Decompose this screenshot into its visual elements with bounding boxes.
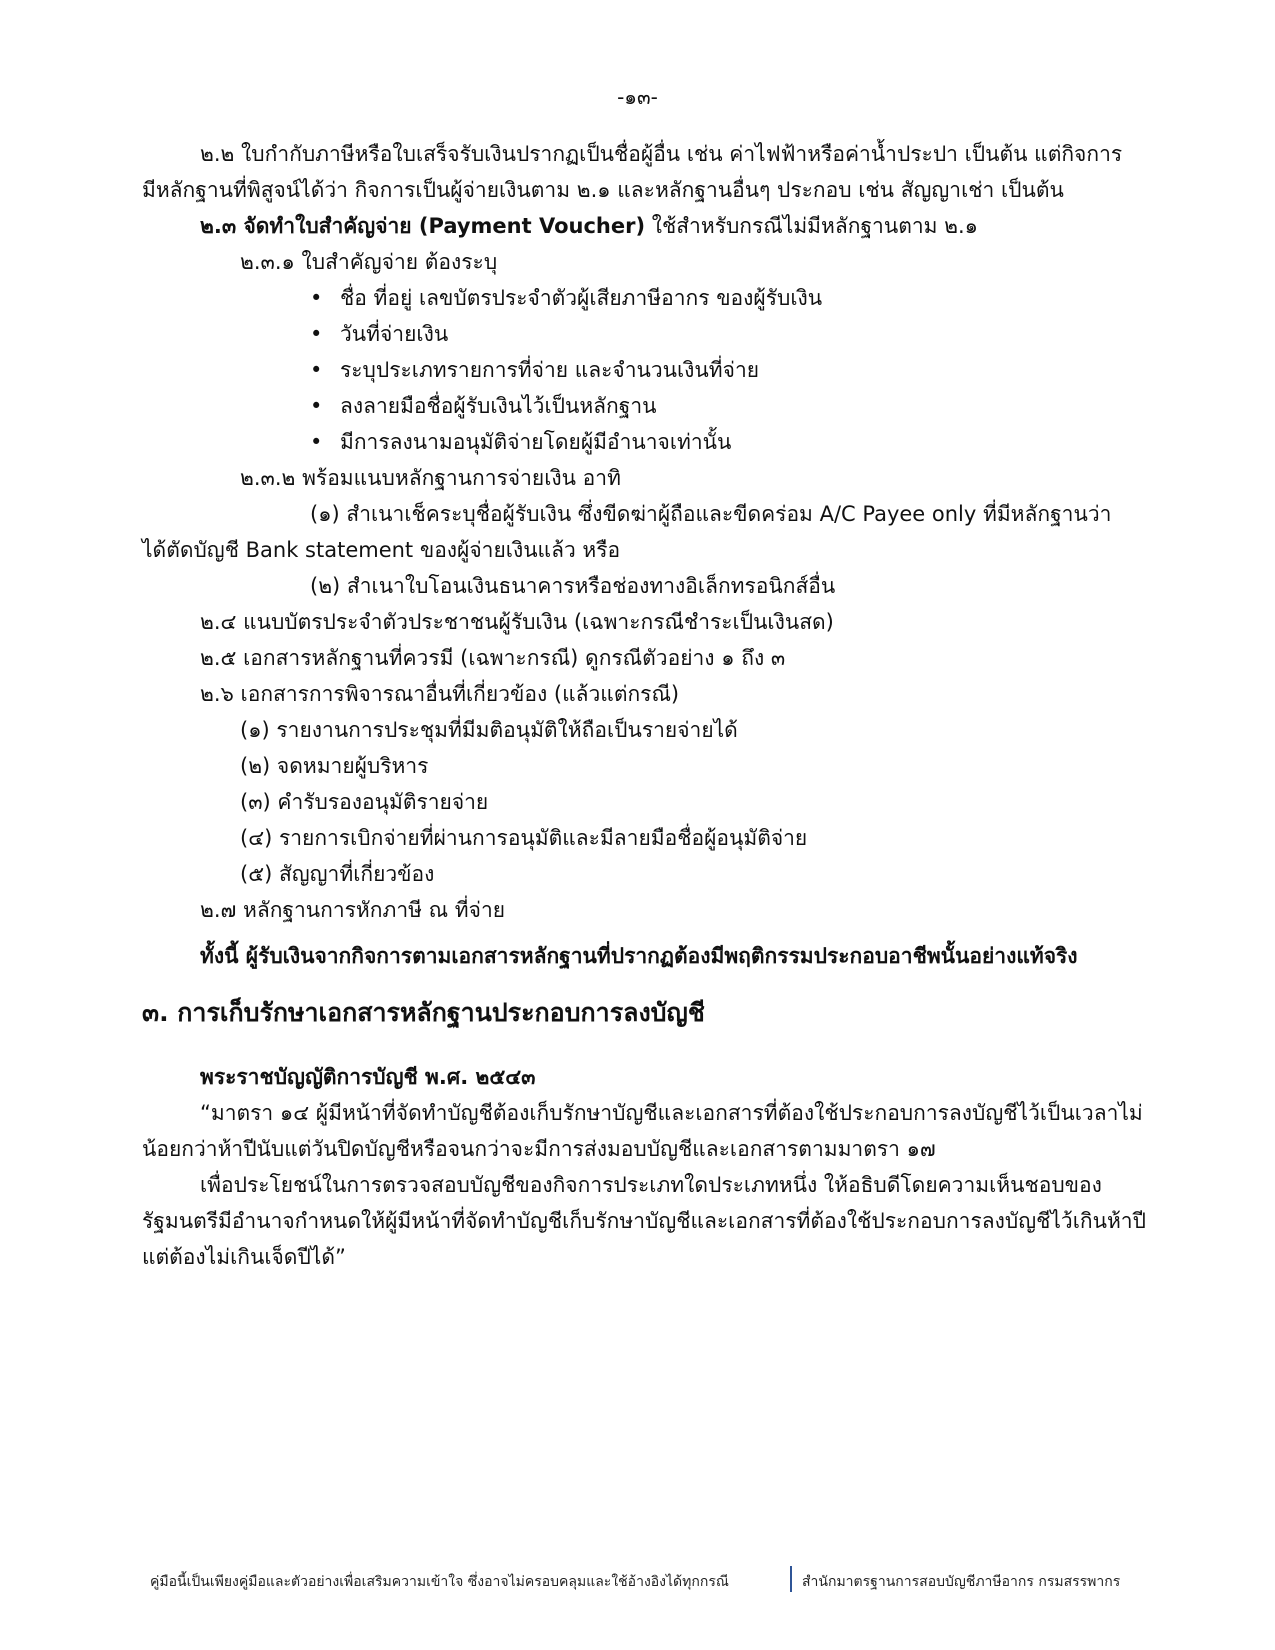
section-2-6-item: (๔) รายการเบิกจ่ายที่ผ่านการอนุมัติและมีลายมือชื่อผู้อนุมัติจ่าย [240,826,808,850]
act-paragraph-1-line-1: “มาตรา ๑๔ ผู้มีหน้าที่จัดทำบัญชีต้องเก็บรักษาบัญชีและเอกสารที่ต้องใช้ประกอบการลงบัญชีไว้เป็นเวลาไม่ [200,1101,1143,1125]
act-paragraph-2-line-3: แต่ต้องไม่เกินเจ็ดปีได้” [142,1245,346,1269]
footer-organization: สำนักมาตรฐานการสอบบัญชีภาษีอากร กรมสรรพากร [802,1574,1121,1590]
note-bold: ทั้งนี้ ผู้รับเงินจากกิจการตามเอกสารหลักฐานที่ปรากฏต้องมีพฤติกรรมประกอบอาชีพนั้นอย่างแท้จริง [200,944,1078,968]
bullet-item: • ลงลายมือชื่อผู้รับเงินไว้เป็นหลักฐาน [340,391,657,421]
section-2-2-line-2: มีหลักฐานที่พิสูจน์ได้ว่า กิจการเป็นผู้จ่ายเงินตาม ๒.๑ และหลักฐานอื่นๆ ประกอบ เช่น สัญญาเช่า เป็นต้น [142,178,1064,202]
section-2-3-title-bold: ๒.๓ จัดทำใบสำคัญจ่าย (Payment Voucher) [200,214,646,238]
section-2-6-item: (๒) จดหมายผู้บริหาร [240,754,429,778]
footer-divider [790,1566,792,1592]
act-paragraph-2-line-2: รัฐมนตรีมีอำนาจกำหนดให้ผู้มีหน้าที่จัดทำบัญชีเก็บรักษาบัญชีและเอกสารที่ต้องใช้ประกอบการลงบัญชีไว้เกินห้าปี [142,1209,1146,1233]
section-2-3-2-item-1-line-1: (๑) สำเนาเช็คระบุชื่อผู้รับเงิน ซึ่งขีดฆ่าผู้ถือและขีดคร่อม A/C Payee only ที่มีหลักฐานว่า [310,502,1112,526]
act-title: พระราชบัญญัติการบัญชี พ.ศ. ๒๕๔๓ [200,1065,536,1089]
section-2-2-line-1: ๒.๒ ใบกำกับภาษีหรือใบเสร็จรับเงินปรากฏเป็นชื่อผู้อื่น เช่น ค่าไฟฟ้าหรือค่าน้ำประปา เป็นต้น แต่กิจการ [200,142,1123,166]
section-2-3-title [200,211,978,241]
section-2-5: ๒.๕ เอกสารหลักฐานที่ควรมี (เฉพาะกรณี) ดูกรณีตัวอย่าง ๑ ถึง ๓ [200,646,786,670]
section-2-6-title: ๒.๖ เอกสารการพิจารณาอื่นที่เกี่ยวข้อง (แล้วแต่กรณี) [200,682,680,706]
act-paragraph-1-line-2: น้อยกว่าห้าปีนับแต่วันปิดบัญชีหรือจนกว่าจะมีการส่งมอบบัญชีและเอกสารตามมาตรา ๑๗ [142,1137,936,1161]
section-2-7: ๒.๗ หลักฐานการหักภาษี ณ ที่จ่าย [200,898,506,922]
section-2-6-item: (๕) สัญญาที่เกี่ยวข้อง [240,862,435,886]
section-2-3-2-item-2: (๒) สำเนาใบโอนเงินธนาคารหรือช่องทางอิเล็กทรอนิกส์อื่น [310,574,836,598]
bullet-item: • ระบุประเภทรายการที่จ่าย และจำนวนเงินที่จ่าย [340,355,759,385]
act-paragraph-2-line-1: เพื่อประโยชน์ในการตรวจสอบบัญชีของกิจการประเภทใดประเภทหนึ่ง ให้อธิบดีโดยความเห็นชอบของ [200,1173,1102,1197]
footer-disclaimer: คู่มือนี้เป็นเพียงคู่มือและตัวอย่างเพื่อเสริมความเข้าใจ ซึ่งอาจไม่ครอบคลุมและใช้อ้างอิงได้ทุกกรณี [150,1574,729,1590]
page-number: -๑๓- [617,85,658,109]
section-3-heading: ๓. การเก็บรักษาเอกสารหลักฐานประกอบการลงบัญชี [142,998,705,1027]
bullet-item: • วันที่จ่ายเงิน [340,319,448,349]
section-2-3-1-label: ๒.๓.๑ ใบสำคัญจ่าย ต้องระบุ [240,250,498,274]
section-2-6-item: (๓) คำรับรองอนุมัติรายจ่าย [240,790,489,814]
section-2-6-item: (๑) รายงานการประชุมที่มีมติอนุมัติให้ถือเป็นรายจ่ายได้ [240,718,738,742]
section-2-3-2-label: ๒.๓.๒ พร้อมแนบหลักฐานการจ่ายเงิน อาทิ [240,466,621,490]
section-2-3-2-item-1-line-2: ได้ตัดบัญชี Bank statement ของผู้จ่ายเงินแล้ว หรือ [142,538,621,562]
bullet-item: • มีการลงนามอนุมัติจ่ายโดยผู้มีอำนาจเท่านั้น [340,427,731,457]
bullet-item: • ชื่อ ที่อยู่ เลขบัตรประจำตัวผู้เสียภาษีอากร ของผู้รับเงิน [340,283,822,313]
section-2-4: ๒.๔ แนบบัตรประจำตัวประชาชนผู้รับเงิน (เฉพาะกรณีชำระเป็นเงินสด) [200,610,834,634]
section-2-3-title-rest: ใช้สำหรับกรณีไม่มีหลักฐานตาม ๒.๑ [645,214,978,238]
